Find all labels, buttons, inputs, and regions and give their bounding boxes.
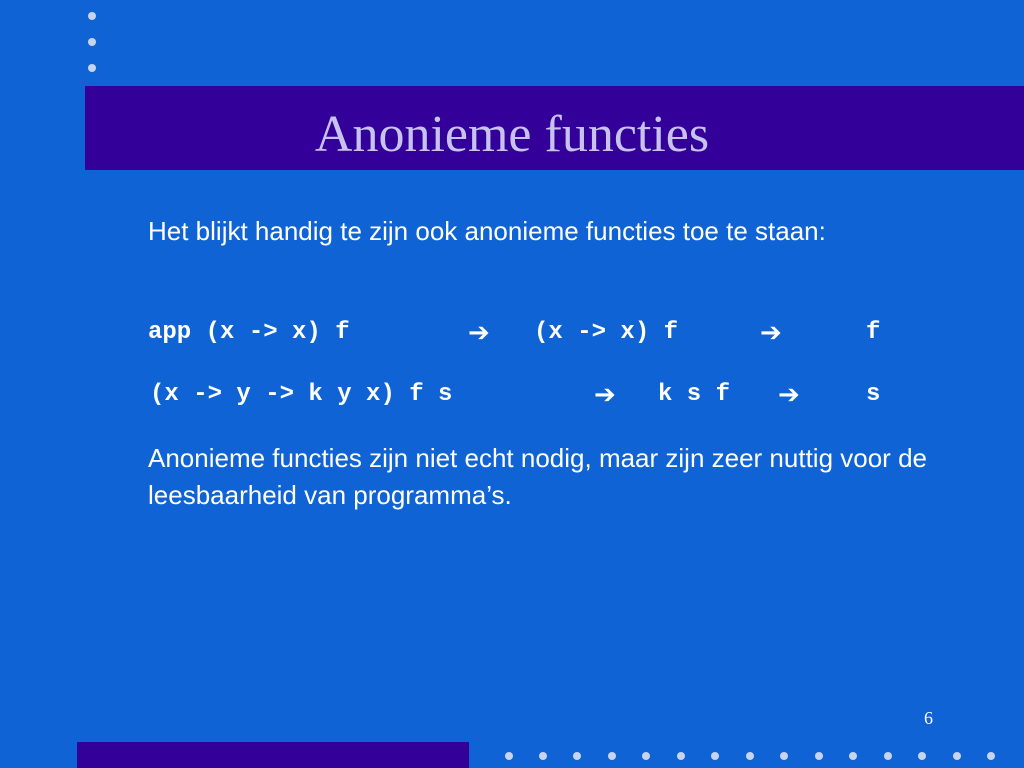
dot-icon [884, 752, 892, 760]
code-expression: app (x -> x) f [148, 319, 350, 346]
code-example-1 [148, 316, 908, 350]
dot-icon [918, 752, 926, 760]
page-number: 6 [924, 708, 933, 728]
decorative-dots-bottom [505, 752, 1024, 768]
code-result: s [866, 381, 881, 408]
right-arrow-icon: ➔ [760, 318, 782, 348]
intro-paragraph: Het blijkt handig te zijn ook anonieme functies toe te staan: [148, 216, 826, 246]
code-example-2 [148, 378, 908, 412]
conclusion-paragraph: Anonieme functies zijn niet echt nodig, maar zijn zeer nuttig voor de leesbaarheid van programma’s. [148, 443, 927, 510]
dot-icon [677, 752, 685, 760]
dot-icon [746, 752, 754, 760]
dot-icon [505, 752, 513, 760]
dot-icon [573, 752, 581, 760]
dot-icon [849, 752, 857, 760]
slide-title: Anonieme functies [314, 106, 710, 163]
dot-icon [88, 64, 96, 72]
dot-icon [642, 752, 650, 760]
dot-icon [88, 38, 96, 46]
dot-icon [815, 752, 823, 760]
decorative-dots-top-left [88, 10, 100, 74]
code-step: (x -> x) f [534, 319, 679, 346]
code-result: f [866, 319, 881, 346]
title-band [85, 86, 1024, 170]
right-arrow-icon: ➔ [594, 380, 616, 410]
dot-icon [711, 752, 719, 760]
dot-icon [608, 752, 616, 760]
right-arrow-icon: ➔ [778, 380, 800, 410]
footer-band [77, 742, 469, 768]
code-step: k s f [658, 381, 731, 408]
dot-icon [88, 12, 96, 20]
right-arrow-icon: ➔ [468, 318, 490, 348]
dot-icon [539, 752, 547, 760]
dot-icon [953, 752, 961, 760]
dot-icon [987, 752, 995, 760]
code-expression: (x -> y -> k y x) f s [150, 381, 453, 408]
dot-icon [780, 752, 788, 760]
